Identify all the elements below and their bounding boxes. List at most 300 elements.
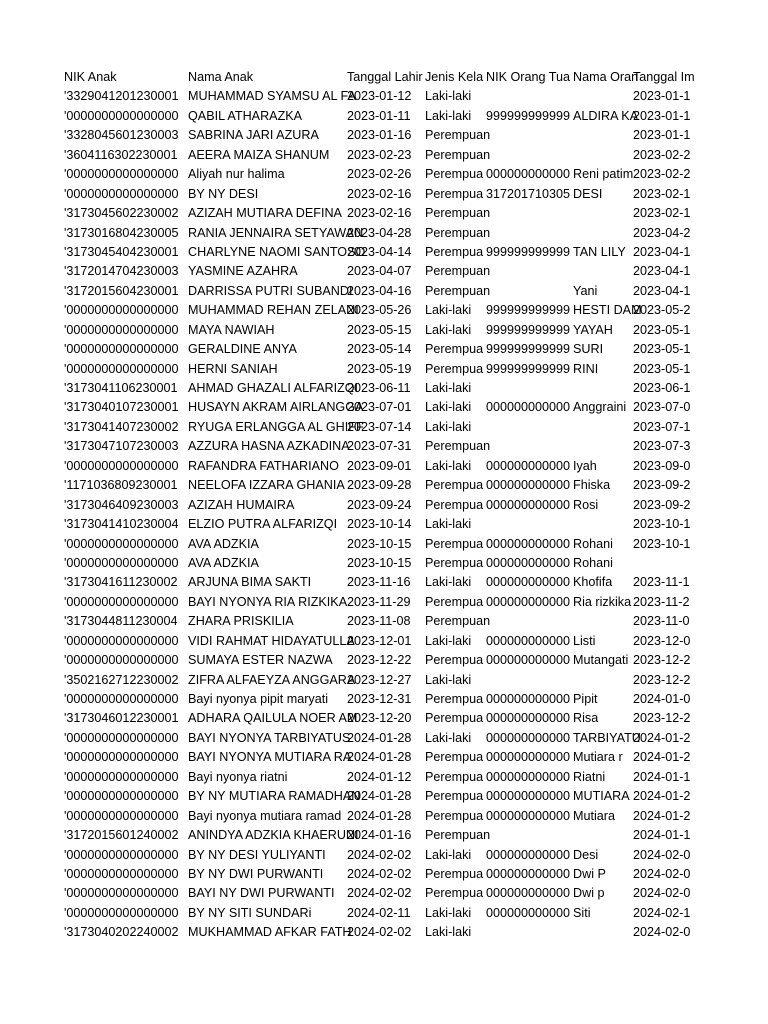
nik-orang-tua-cell[interactable] — [486, 262, 573, 281]
jenis-kelamin-cell[interactable]: Perempuan — [425, 439, 491, 454]
nama-anak-cell[interactable]: BAYI NYONYA TARBIYATUS — [188, 730, 351, 745]
tanggal-lahir-cell[interactable]: 2024-02-02 — [347, 925, 412, 940]
nama-anak-cell[interactable]: Bayi nyonya mutiara ramad — [188, 808, 342, 823]
nik-anak-cell[interactable]: '0000000000000000 — [64, 322, 179, 337]
nik-orang-tua-cell[interactable]: 000000000000 — [486, 730, 571, 745]
tanggal-imunisasi-cell[interactable]: 2023-04-1 — [633, 283, 691, 298]
nik-anak-cell[interactable]: '0000000000000000 — [64, 730, 179, 745]
tanggal-lahir-cell[interactable]: 2023-05-15 — [347, 322, 412, 337]
tanggal-lahir-cell[interactable]: 2023-11-29 — [347, 594, 411, 609]
jenis-kelamin-cell[interactable]: Perempua — [425, 478, 484, 493]
tanggal-lahir-cell[interactable]: 2023-07-01 — [347, 400, 412, 415]
nama-anak-cell[interactable]: BAYI NYONYA RIA RIZKIKA — [188, 594, 348, 609]
nik-anak-cell[interactable]: '1171036809230001 — [64, 478, 178, 493]
nama-anak-cell[interactable]: BY NY DESI YULIYANTI — [188, 847, 326, 862]
nik-orang-tua-cell[interactable]: 000000000000 — [486, 769, 571, 784]
nik-orang-tua-cell[interactable] — [486, 126, 573, 145]
nama-anak-cell[interactable]: GERALDINE ANYA — [188, 342, 297, 357]
nama-orang-tua-cell[interactable] — [573, 671, 633, 690]
nama-orang-tua-cell[interactable]: SURI — [573, 342, 604, 357]
jenis-kelamin-cell[interactable]: Perempua — [425, 594, 484, 609]
tanggal-imunisasi-cell[interactable]: 2023-05-1 — [633, 322, 691, 337]
jenis-kelamin-cell[interactable]: Perempua — [425, 167, 484, 182]
nik-anak-cell[interactable]: '0000000000000000 — [64, 555, 179, 570]
tanggal-imunisasi-cell[interactable]: 2023-09-0 — [633, 458, 691, 473]
nik-orang-tua-cell[interactable] — [486, 612, 573, 631]
nama-orang-tua-cell[interactable] — [573, 87, 633, 106]
nama-orang-tua-cell[interactable]: HESTI DAM — [573, 303, 642, 318]
tanggal-lahir-cell[interactable]: 2024-01-12 — [347, 769, 412, 784]
nama-anak-cell[interactable]: AVA ADZKIA — [188, 555, 259, 570]
nik-orang-tua-cell[interactable]: 999999999999 — [486, 361, 571, 376]
tanggal-imunisasi-cell[interactable]: 2024-01-2 — [633, 730, 691, 745]
nama-anak-cell[interactable]: AVA ADZKIA — [188, 536, 259, 551]
nama-orang-tua-cell[interactable]: Rosi — [573, 497, 599, 512]
nama-orang-tua-cell[interactable]: Risa — [573, 711, 599, 726]
nik-anak-cell[interactable]: '0000000000000000 — [64, 167, 179, 182]
nama-orang-tua-cell[interactable] — [573, 923, 633, 942]
tanggal-imunisasi-cell[interactable]: 2023-07-0 — [633, 400, 691, 415]
nama-anak-cell[interactable]: YASMINE AZAHRA — [188, 264, 298, 279]
nama-anak-cell[interactable]: HUSAYN AKRAM AIRLANGGA — [188, 400, 364, 415]
nik-orang-tua-cell[interactable] — [486, 923, 573, 942]
tanggal-imunisasi-cell[interactable]: 2023-04-1 — [633, 264, 691, 279]
nama-orang-tua-cell[interactable]: Dwi P — [573, 866, 606, 881]
nik-anak-cell[interactable]: '0000000000000000 — [64, 342, 179, 357]
nik-orang-tua-cell[interactable]: 000000000000 — [486, 905, 571, 920]
nik-orang-tua-cell[interactable]: 000000000000 — [486, 886, 571, 901]
tanggal-lahir-cell[interactable]: 2023-09-28 — [347, 478, 412, 493]
nik-orang-tua-cell[interactable]: 000000000000 — [486, 478, 571, 493]
jenis-kelamin-cell[interactable]: Perempua — [425, 361, 484, 376]
nama-orang-tua-cell[interactable]: Mutiara — [573, 808, 615, 823]
tanggal-lahir-cell[interactable]: 2023-02-16 — [347, 186, 412, 201]
nama-anak-cell[interactable]: AEERA MAIZA SHANUM — [188, 147, 330, 162]
tanggal-lahir-cell[interactable]: 2023-05-26 — [347, 303, 412, 318]
nama-anak-cell[interactable]: Aliyah nur halima — [188, 167, 285, 182]
tanggal-lahir-cell[interactable]: 2024-02-02 — [347, 886, 412, 901]
tanggal-imunisasi-cell[interactable]: 2024-02-0 — [633, 847, 691, 862]
tanggal-lahir-cell[interactable]: 2023-11-08 — [347, 614, 411, 629]
tanggal-imunisasi-cell[interactable]: 2023-07-1 — [633, 419, 691, 434]
tanggal-lahir-cell[interactable]: 2023-09-24 — [347, 497, 412, 512]
nama-anak-cell[interactable]: BY NY DESI — [188, 186, 259, 201]
jenis-kelamin-cell[interactable]: Perempuan — [425, 147, 491, 162]
jenis-kelamin-cell[interactable]: Perempuan — [425, 128, 491, 143]
tanggal-lahir-cell[interactable]: 2023-04-16 — [347, 283, 412, 298]
tanggal-imunisasi-cell[interactable]: 2023-04-1 — [633, 244, 691, 259]
nik-orang-tua-cell[interactable]: 000000000000 — [486, 692, 571, 706]
nama-anak-cell[interactable]: BAYI NYONYA MUTIARA RA — [188, 750, 352, 765]
jenis-kelamin-cell[interactable]: Perempua — [425, 711, 484, 726]
nama-anak-cell[interactable]: ZHARA PRISKILIA — [188, 614, 294, 629]
nama-anak-cell[interactable]: SABRINA JARI AZURA — [188, 128, 319, 143]
nama-anak-cell[interactable]: MUHAMMAD REHAN ZELANI — [188, 303, 359, 318]
jenis-kelamin-cell[interactable]: Perempua — [425, 866, 484, 881]
tanggal-imunisasi-cell[interactable]: 2024-01-2 — [633, 789, 691, 804]
nik-orang-tua-cell[interactable] — [486, 515, 573, 534]
tanggal-imunisasi-cell[interactable]: 2023-06-1 — [633, 381, 691, 395]
tanggal-lahir-cell[interactable]: 2023-07-14 — [347, 419, 412, 434]
nik-anak-cell[interactable]: '3173041106230001 — [64, 381, 178, 395]
nama-orang-tua-cell[interactable] — [573, 224, 633, 243]
nama-anak-cell[interactable]: AZIZAH MUTIARA DEFINA — [188, 206, 342, 221]
nik-anak-cell[interactable]: '3172015601240002 — [64, 828, 179, 843]
nama-orang-tua-cell[interactable]: Iyah — [573, 458, 597, 473]
jenis-kelamin-cell[interactable]: Perempua — [425, 769, 484, 784]
tanggal-imunisasi-cell[interactable]: 2023-01-1 — [633, 89, 691, 104]
nama-orang-tua-cell[interactable]: Reni patim — [573, 167, 634, 182]
tanggal-lahir-cell[interactable]: 2024-01-16 — [347, 828, 412, 843]
nama-anak-cell[interactable]: ARJUNA BIMA SAKTI — [188, 575, 312, 590]
tanggal-lahir-cell[interactable]: 2023-10-15 — [347, 555, 412, 570]
nik-orang-tua-cell[interactable] — [486, 204, 573, 223]
nik-anak-cell[interactable]: '3173041410230004 — [64, 517, 179, 532]
tanggal-imunisasi-cell[interactable]: 2023-12-2 — [633, 653, 691, 668]
tanggal-imunisasi-cell[interactable]: 2023-02-2 — [633, 167, 691, 182]
nik-orang-tua-cell[interactable]: 000000000000 — [486, 458, 571, 473]
nama-anak-cell[interactable]: NEELOFA IZZARA GHANIA — [188, 478, 345, 493]
jenis-kelamin-cell[interactable]: Laki-laki — [425, 458, 472, 473]
nik-orang-tua-cell[interactable] — [486, 87, 573, 106]
tanggal-imunisasi-cell[interactable]: 2023-09-2 — [633, 497, 691, 512]
nama-orang-tua-cell[interactable] — [573, 146, 633, 165]
nama-orang-tua-cell[interactable]: Mutiara r — [573, 750, 623, 765]
jenis-kelamin-cell[interactable]: Perempuan — [425, 206, 491, 221]
nama-orang-tua-cell[interactable] — [573, 515, 633, 534]
nik-orang-tua-cell[interactable]: 000000000000 — [486, 575, 571, 590]
nik-orang-tua-cell[interactable]: 000000000000 — [486, 633, 571, 648]
jenis-kelamin-cell[interactable]: Perempuan — [425, 614, 491, 629]
tanggal-imunisasi-cell[interactable]: 2023-09-2 — [633, 478, 691, 493]
tanggal-lahir-cell[interactable]: 2024-01-28 — [347, 730, 412, 745]
tanggal-lahir-cell[interactable]: 2023-12-22 — [347, 653, 412, 668]
nik-anak-cell[interactable]: '3172015604230001 — [64, 283, 179, 298]
nama-orang-tua-cell[interactable] — [573, 204, 633, 223]
jenis-kelamin-cell[interactable]: Perempua — [425, 342, 484, 357]
tanggal-lahir-cell[interactable]: 2023-12-01 — [347, 633, 412, 648]
tanggal-imunisasi-cell[interactable]: 2023-12-0 — [633, 633, 691, 648]
nama-orang-tua-cell[interactable] — [573, 612, 633, 631]
tanggal-imunisasi-cell[interactable]: 2024-02-0 — [633, 925, 691, 940]
nama-anak-cell[interactable]: BY NY SITI SUNDARi — [188, 905, 312, 920]
jenis-kelamin-cell[interactable]: Perempua — [425, 692, 484, 706]
tanggal-imunisasi-cell[interactable]: 2023-11-1 — [633, 575, 690, 590]
tanggal-imunisasi-cell[interactable]: 2024-01-2 — [633, 808, 691, 823]
nik-anak-cell[interactable]: '3329041201230001 — [64, 89, 179, 104]
nik-orang-tua-cell[interactable]: 000000000000 — [486, 555, 571, 570]
nik-anak-cell[interactable]: '3173040107230001 — [64, 400, 179, 415]
nik-anak-cell[interactable]: '0000000000000000 — [64, 886, 179, 901]
nik-anak-cell[interactable]: '0000000000000000 — [64, 303, 179, 318]
tanggal-imunisasi-cell[interactable]: 2024-01-2 — [633, 750, 691, 765]
tanggal-lahir-cell[interactable]: 2024-01-28 — [347, 750, 412, 765]
tanggal-imunisasi-cell[interactable]: 2024-01-1 — [633, 769, 691, 784]
nama-anak-cell[interactable]: BY NY DWI PURWANTI — [188, 866, 324, 881]
nama-orang-tua-cell[interactable]: Rohani — [573, 536, 613, 551]
jenis-kelamin-cell[interactable]: Laki-laki — [425, 517, 472, 532]
jenis-kelamin-cell[interactable]: Perempua — [425, 653, 484, 668]
tanggal-imunisasi-cell[interactable]: 2023-05-1 — [633, 361, 691, 376]
nama-orang-tua-cell[interactable]: YAYAH — [573, 322, 613, 337]
nama-anak-cell[interactable]: SUMAYA ESTER NAZWA — [188, 653, 333, 668]
nama-anak-cell[interactable]: BY NY MUTIARA RAMADHAN — [188, 789, 361, 804]
jenis-kelamin-cell[interactable]: Laki-laki — [425, 108, 472, 123]
nik-orang-tua-cell[interactable]: 999999999999 — [486, 108, 571, 123]
jenis-kelamin-cell[interactable]: Perempuan — [425, 264, 491, 279]
nik-orang-tua-cell[interactable]: 000000000000 — [486, 536, 571, 551]
tanggal-imunisasi-cell[interactable]: 2023-01-1 — [633, 108, 691, 123]
nama-orang-tua-cell[interactable]: DESI — [573, 186, 603, 201]
nama-orang-tua-cell[interactable]: Listi — [573, 633, 596, 648]
nik-anak-cell[interactable]: '0000000000000000 — [64, 692, 179, 706]
nik-anak-cell[interactable]: '3604116302230001 — [64, 147, 178, 162]
tanggal-imunisasi-cell[interactable]: 2023-01-1 — [633, 128, 691, 143]
jenis-kelamin-cell[interactable]: Laki-laki — [425, 847, 472, 862]
jenis-kelamin-cell[interactable]: Perempua — [425, 789, 484, 804]
nama-anak-cell[interactable]: BAYI NY DWI PURWANTI — [188, 886, 335, 901]
tanggal-lahir-cell[interactable]: 2023-01-16 — [347, 128, 412, 143]
nama-orang-tua-cell[interactable]: Riatni — [573, 769, 606, 784]
nama-orang-tua-cell[interactable]: ALDIRA KA — [573, 108, 639, 123]
nik-anak-cell[interactable]: '0000000000000000 — [64, 108, 179, 123]
nik-anak-cell[interactable]: '3173045602230002 — [64, 206, 179, 221]
nik-orang-tua-cell[interactable] — [486, 437, 573, 456]
tanggal-imunisasi-cell[interactable] — [633, 554, 695, 573]
tanggal-imunisasi-cell[interactable]: 2023-12-2 — [633, 672, 691, 687]
jenis-kelamin-cell[interactable]: Perempua — [425, 186, 484, 201]
tanggal-lahir-cell[interactable]: 2023-05-19 — [347, 361, 412, 376]
nik-orang-tua-cell[interactable] — [486, 379, 573, 398]
nik-orang-tua-cell[interactable]: 000000000000 — [486, 711, 571, 726]
tanggal-imunisasi-cell[interactable]: 2024-02-0 — [633, 886, 691, 901]
nama-orang-tua-cell[interactable] — [573, 437, 633, 456]
nik-orang-tua-cell[interactable] — [486, 418, 573, 437]
nik-anak-cell[interactable]: '3173041407230002 — [64, 419, 179, 434]
jenis-kelamin-cell[interactable]: Perempuan — [425, 225, 491, 240]
nik-anak-cell[interactable]: '0000000000000000 — [64, 905, 179, 920]
tanggal-imunisasi-cell[interactable]: 2023-10-1 — [633, 536, 691, 551]
tanggal-lahir-cell[interactable]: 2023-04-28 — [347, 225, 412, 240]
nama-orang-tua-cell[interactable] — [573, 126, 633, 145]
nama-anak-cell[interactable]: RYUGA ERLANGGA AL GHIFF — [188, 419, 364, 434]
nik-anak-cell[interactable]: '0000000000000000 — [64, 361, 179, 376]
tanggal-imunisasi-cell[interactable]: 2023-12-2 — [633, 711, 691, 726]
nama-orang-tua-cell[interactable]: MUTIARA — [573, 789, 630, 804]
tanggal-lahir-cell[interactable]: 2023-02-26 — [347, 167, 412, 182]
nama-anak-cell[interactable]: RAFANDRA FATHARIANO — [188, 458, 339, 473]
jenis-kelamin-cell[interactable]: Perempua — [425, 808, 484, 823]
tanggal-lahir-cell[interactable]: 2024-02-11 — [347, 905, 411, 920]
nama-orang-tua-cell[interactable]: Desi — [573, 847, 599, 862]
nama-anak-cell[interactable]: ADHARA QAILULA NOER AM — [188, 711, 358, 726]
nik-anak-cell[interactable]: '0000000000000000 — [64, 458, 179, 473]
tanggal-lahir-cell[interactable]: 2023-12-31 — [347, 692, 412, 706]
tanggal-lahir-cell[interactable]: 2023-06-11 — [347, 381, 411, 395]
tanggal-lahir-cell[interactable]: 2024-01-28 — [347, 789, 412, 804]
jenis-kelamin-cell[interactable]: Perempua — [425, 497, 484, 512]
nik-orang-tua-cell[interactable]: 000000000000 — [486, 808, 571, 823]
jenis-kelamin-cell[interactable]: Laki-laki — [425, 89, 472, 104]
nama-orang-tua-cell[interactable]: Yani — [573, 283, 598, 298]
jenis-kelamin-cell[interactable]: Perempua — [425, 555, 484, 570]
jenis-kelamin-cell[interactable]: Laki-laki — [425, 381, 472, 395]
nama-orang-tua-cell[interactable]: Khofifa — [573, 575, 613, 590]
nik-orang-tua-cell[interactable] — [486, 224, 573, 243]
nama-orang-tua-cell[interactable]: Anggraini — [573, 400, 627, 415]
nik-anak-cell[interactable]: '0000000000000000 — [64, 186, 179, 201]
nama-anak-cell[interactable]: HERNI SANIAH — [188, 361, 278, 376]
jenis-kelamin-cell[interactable]: Perempuan — [425, 283, 491, 298]
nama-anak-cell[interactable]: AHMAD GHAZALI ALFARIZQI — [188, 381, 359, 395]
jenis-kelamin-cell[interactable]: Laki-laki — [425, 419, 472, 434]
nik-orang-tua-cell[interactable]: 000000000000 — [486, 847, 571, 862]
jenis-kelamin-cell[interactable]: Laki-laki — [425, 672, 472, 687]
nama-anak-cell[interactable]: CHARLYNE NAOMI SANTOSO — [188, 244, 366, 259]
nama-anak-cell[interactable]: MUHAMMAD SYAMSU AL FA — [188, 89, 356, 104]
nik-anak-cell[interactable]: '0000000000000000 — [64, 750, 179, 765]
nik-anak-cell[interactable]: '0000000000000000 — [64, 536, 179, 551]
nama-orang-tua-cell[interactable]: Pipit — [573, 692, 598, 706]
tanggal-lahir-cell[interactable]: 2023-12-20 — [347, 711, 412, 726]
nik-orang-tua-cell[interactable]: 999999999999 — [486, 244, 571, 259]
nama-anak-cell[interactable]: Bayi nyonya riatni — [188, 769, 288, 784]
tanggal-imunisasi-cell[interactable]: 2023-02-1 — [633, 206, 691, 221]
nama-orang-tua-cell[interactable] — [573, 826, 633, 845]
nik-orang-tua-cell[interactable]: 000000000000 — [486, 750, 571, 765]
tanggal-lahir-cell[interactable]: 2023-01-11 — [347, 108, 411, 123]
nik-orang-tua-cell[interactable] — [486, 146, 573, 165]
nama-anak-cell[interactable]: Bayi nyonya pipit maryati — [188, 692, 328, 706]
nik-orang-tua-cell[interactable]: 317201710305 — [486, 186, 571, 201]
nama-anak-cell[interactable]: ANINDYA ADZKIA KHAERUNI — [188, 828, 359, 843]
nama-anak-cell[interactable]: RANIA JENNAIRA SETYAWAN — [188, 225, 364, 240]
nik-anak-cell[interactable]: '0000000000000000 — [64, 808, 179, 823]
nama-orang-tua-cell[interactable]: Mutangati — [573, 653, 629, 668]
tanggal-imunisasi-cell[interactable]: 2023-11-2 — [633, 594, 690, 609]
nik-orang-tua-cell[interactable]: 000000000000 — [486, 497, 571, 512]
nama-orang-tua-cell[interactable] — [573, 418, 633, 437]
jenis-kelamin-cell[interactable]: Laki-laki — [425, 303, 472, 318]
jenis-kelamin-cell[interactable]: Perempua — [425, 886, 484, 901]
nama-orang-tua-cell[interactable]: Dwi p — [573, 886, 605, 901]
jenis-kelamin-cell[interactable]: Perempua — [425, 244, 484, 259]
nama-orang-tua-cell[interactable] — [573, 379, 633, 398]
nik-orang-tua-cell[interactable]: 999999999999 — [486, 322, 571, 337]
tanggal-imunisasi-cell[interactable]: 2024-02-1 — [633, 905, 691, 920]
jenis-kelamin-cell[interactable]: Laki-laki — [425, 730, 472, 745]
nik-orang-tua-cell[interactable]: 000000000000 — [486, 789, 571, 804]
nama-anak-cell[interactable]: ZIFRA ALFAEYZA ANGGARA — [188, 672, 356, 687]
tanggal-imunisasi-cell[interactable]: 2023-10-1 — [633, 517, 691, 532]
tanggal-imunisasi-cell[interactable]: 2024-01-1 — [633, 828, 691, 843]
tanggal-lahir-cell[interactable]: 2024-02-02 — [347, 866, 412, 881]
nik-anak-cell[interactable]: '0000000000000000 — [64, 866, 179, 881]
tanggal-imunisasi-cell[interactable]: 2023-07-3 — [633, 439, 691, 454]
tanggal-imunisasi-cell[interactable]: 2024-02-0 — [633, 866, 691, 881]
jenis-kelamin-cell[interactable]: Laki-laki — [425, 575, 472, 590]
nik-anak-cell[interactable]: '3328045601230003 — [64, 128, 179, 143]
nik-orang-tua-cell[interactable] — [486, 671, 573, 690]
nama-anak-cell[interactable]: DARRISSA PUTRI SUBANDI — [188, 283, 353, 298]
nama-anak-cell[interactable]: MUKHAMMAD AFKAR FATH — [188, 925, 352, 940]
nik-anak-cell[interactable]: '0000000000000000 — [64, 594, 179, 609]
nik-orang-tua-cell[interactable]: 000000000000 — [486, 400, 571, 415]
nik-anak-cell[interactable]: '3173044811230004 — [64, 614, 178, 629]
jenis-kelamin-cell[interactable]: Perempua — [425, 536, 484, 551]
nik-orang-tua-cell[interactable]: 999999999999 — [486, 342, 571, 357]
nik-orang-tua-cell[interactable]: 000000000000 — [486, 866, 571, 881]
nik-orang-tua-cell[interactable] — [486, 826, 573, 845]
nama-orang-tua-cell[interactable]: Fhiska — [573, 478, 611, 493]
tanggal-imunisasi-cell[interactable]: 2024-01-0 — [633, 692, 691, 706]
nik-anak-cell[interactable]: '0000000000000000 — [64, 769, 179, 784]
nama-anak-cell[interactable]: AZIZAH HUMAIRA — [188, 497, 295, 512]
nama-anak-cell[interactable]: AZZURA HASNA AZKADINA — [188, 439, 350, 454]
tanggal-imunisasi-cell[interactable]: 2023-11-0 — [633, 614, 690, 629]
nama-orang-tua-cell[interactable]: Ria rizkika — [573, 594, 632, 609]
tanggal-lahir-cell[interactable]: 2023-01-12 — [347, 89, 412, 104]
nik-anak-cell[interactable]: '3173047107230003 — [64, 439, 179, 454]
jenis-kelamin-cell[interactable]: Laki-laki — [425, 633, 472, 648]
nik-anak-cell[interactable]: '0000000000000000 — [64, 847, 179, 862]
nama-anak-cell[interactable]: ELZIO PUTRA ALFARIZQI — [188, 517, 338, 532]
nik-anak-cell[interactable]: '3173041611230002 — [64, 575, 178, 590]
nama-orang-tua-cell[interactable]: TARBIYATU — [573, 730, 641, 745]
tanggal-lahir-cell[interactable]: 2023-10-15 — [347, 536, 412, 551]
jenis-kelamin-cell[interactable]: Laki-laki — [425, 925, 472, 940]
nama-anak-cell[interactable]: MAYA NAWIAH — [188, 322, 275, 337]
tanggal-lahir-cell[interactable]: 2023-04-07 — [347, 264, 412, 279]
nik-anak-cell[interactable]: '3173045404230001 — [64, 244, 179, 259]
tanggal-lahir-cell[interactable]: 2024-01-28 — [347, 808, 412, 823]
nama-anak-cell[interactable]: QABIL ATHARAZKA — [188, 108, 303, 123]
nama-orang-tua-cell[interactable]: TAN LILY — [573, 244, 626, 259]
nik-anak-cell[interactable]: '3502162712230002 — [64, 672, 179, 687]
tanggal-imunisasi-cell[interactable]: 2023-05-2 — [633, 303, 691, 318]
jenis-kelamin-cell[interactable]: Perempua — [425, 750, 484, 765]
nama-orang-tua-cell[interactable]: Siti — [573, 905, 591, 920]
nik-orang-tua-cell[interactable] — [486, 282, 573, 301]
jenis-kelamin-cell[interactable]: Laki-laki — [425, 905, 472, 920]
tanggal-lahir-cell[interactable]: 2023-04-14 — [347, 244, 412, 259]
tanggal-lahir-cell[interactable]: 2023-10-14 — [347, 517, 412, 532]
nik-anak-cell[interactable]: '0000000000000000 — [64, 653, 179, 668]
nik-anak-cell[interactable]: '3173016804230005 — [64, 225, 179, 240]
tanggal-lahir-cell[interactable]: 2024-02-02 — [347, 847, 412, 862]
tanggal-lahir-cell[interactable]: 2023-11-16 — [347, 575, 411, 590]
tanggal-imunisasi-cell[interactable]: 2023-04-2 — [633, 225, 691, 240]
tanggal-lahir-cell[interactable]: 2023-07-31 — [347, 439, 412, 454]
nik-anak-cell[interactable]: '3172014704230003 — [64, 264, 179, 279]
nik-orang-tua-cell[interactable]: 000000000000 — [486, 594, 571, 609]
nik-anak-cell[interactable]: '3173046012230001 — [64, 711, 179, 726]
nik-anak-cell[interactable]: '3173046409230003 — [64, 497, 179, 512]
tanggal-lahir-cell[interactable]: 2023-09-01 — [347, 458, 412, 473]
nik-anak-cell[interactable]: '3173040202240002 — [64, 925, 179, 940]
jenis-kelamin-cell[interactable]: Laki-laki — [425, 400, 472, 415]
tanggal-lahir-cell[interactable]: 2023-05-14 — [347, 342, 412, 357]
tanggal-lahir-cell[interactable]: 2023-02-16 — [347, 206, 412, 221]
nik-anak-cell[interactable]: '0000000000000000 — [64, 633, 179, 648]
nik-orang-tua-cell[interactable]: 999999999999 — [486, 303, 571, 318]
nama-orang-tua-cell[interactable] — [573, 262, 633, 281]
nama-orang-tua-cell[interactable]: RINI — [573, 361, 599, 376]
nama-anak-cell[interactable]: VIDI RAHMAT HIDAYATULLA — [188, 633, 355, 648]
tanggal-imunisasi-cell[interactable]: 2023-02-1 — [633, 186, 691, 201]
jenis-kelamin-cell[interactable]: Laki-laki — [425, 322, 472, 337]
nama-orang-tua-cell[interactable]: Rohani — [573, 555, 613, 570]
